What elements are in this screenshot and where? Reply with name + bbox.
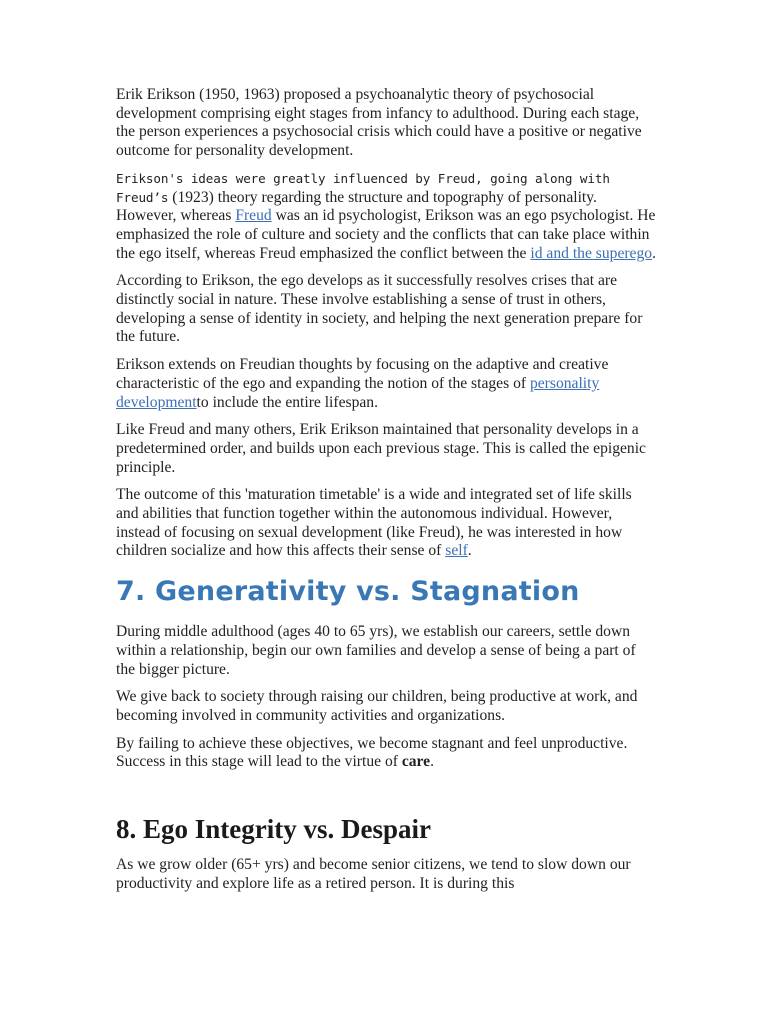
section-7-paragraph-2: We give back to society through raising our children, being productive at work, and becoming involved in community activities and organizations. [116,688,638,724]
freud-influence-text-a: (1923) theory regarding the structure and topography of personality. However, whereas [116,188,597,225]
freud-influence-text-c: . [652,244,656,262]
section-8-heading: 8. Ego Integrity vs. Despair [116,814,431,845]
freud-influence-text-b: was an id psychologist, Erikson was an ego psychologist. He emphasized the role of culture and society and the conflicts that can take place within the ego itself, whereas Freud emphasized the conflict between the [116,207,656,262]
section-7-paragraph-3 [116,735,656,772]
freud-link[interactable]: Freud [235,207,272,225]
ego-development-paragraph: According to Erikson, the ego develops as it successfully resolves crises that are distinctly social in nature. These involve establishing a sense of trust in others, developing a sense of identity in society, and helping the next generation prepare for the future. [116,272,643,346]
freudian-extension-text-b: to include the entire lifespan. [196,393,378,411]
section-7-paragraph-1: During middle adulthood (ages 40 to 65 yrs), we establish our careers, settle down within a relationship, begin our own families and develop a sense of being a part of the bigger picture. [116,623,636,678]
personality-development-link[interactable]: personality development [116,374,600,411]
id-superego-link[interactable]: id and the superego [530,244,653,262]
document-page [116,86,656,903]
virtue-care: care [401,753,431,771]
maturation-text-a: The outcome of this 'maturation timetable' is a wide and integrated set of life skills and abilities that function together within the autonomous individual. However, instead of focusing on sexual development (like Freud), he was interested in how children socialize and how this affects their sense of [116,486,632,560]
freudian-extension-paragraph [116,356,656,412]
maturation-timetable-paragraph [116,486,656,561]
intro-paragraph: Erik Erikson (1950, 1963) proposed a psychoanalytic theory of psychosocial development comprising eight stages from infancy to adulthood. During each stage, the person experiences a psychosocial crisis which could have a positive or negative outcome for personality development. [116,86,642,160]
section-7-p3-text-b: . [430,753,435,771]
section-7-heading: 7. Generativity vs. Stagnation [116,576,580,608]
epigenic-principle-paragraph: Like Freud and many others, Erik Erikson maintained that personality develops in a predetermined order, and builds upon each previous stage. This is called the epigenic principle. [116,421,646,476]
freudian-extension-text-a: Erikson extends on Freudian thoughts by focusing on the adaptive and creative characteristic of the ego and expanding the notion of the stages of [116,356,609,392]
section-8-paragraph-1: As we grow older (65+ yrs) and become senior citizens, we tend to slow down our productivity and explore life as a retired person. It is during this [116,856,631,892]
freud-influence-lead: Erikson's ideas were greatly influenced by Freud, going along with Freud’s [116,170,610,205]
freud-influence-paragraph [116,170,656,264]
section-7-p3-text-a: By failing to achieve these objectives, we become stagnant and feel unproductive. Success in this stage will lead to the virtue of [116,734,628,771]
maturation-text-b: . [467,542,472,560]
self-link[interactable]: self [445,542,468,560]
